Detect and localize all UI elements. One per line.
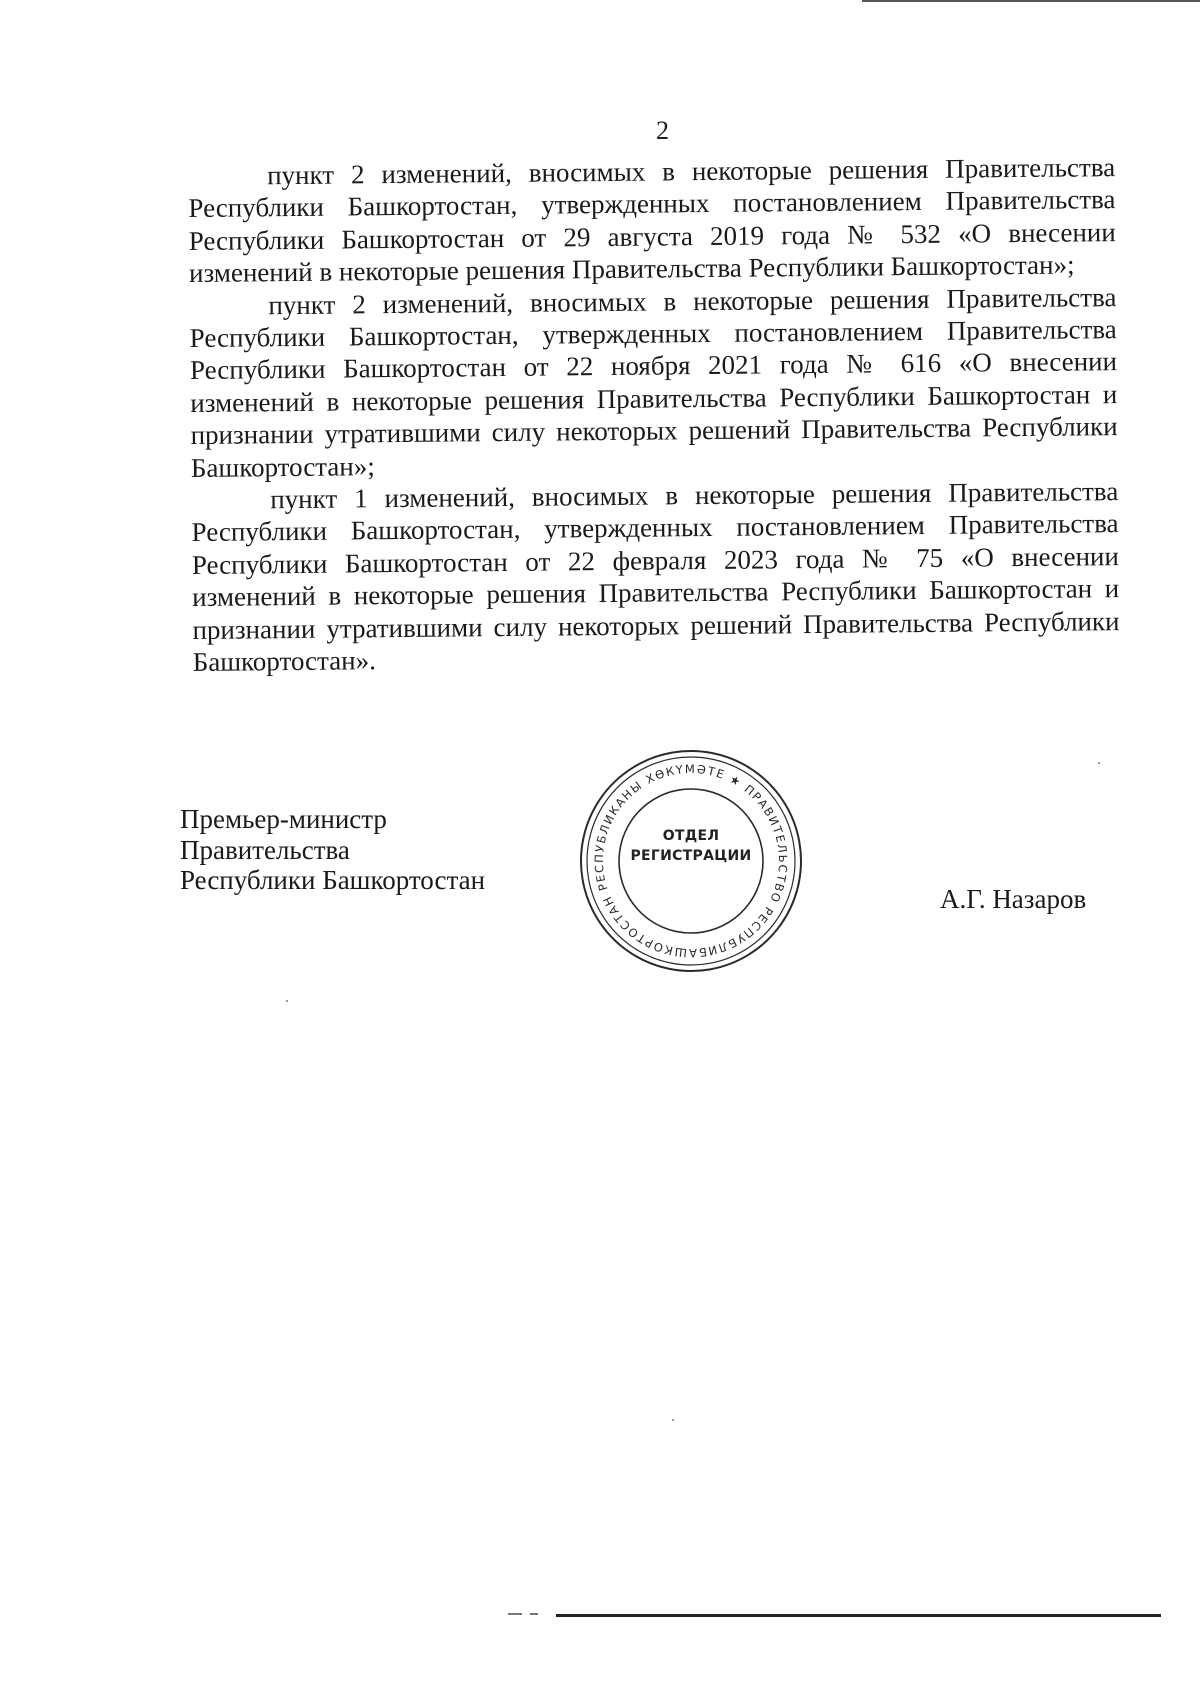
- stamp-center-line-1: ОТДЕЛ: [662, 828, 720, 844]
- scan-speck: [286, 1000, 288, 1002]
- signatory-position: [180, 804, 485, 896]
- stamp-center-text: [576, 826, 806, 866]
- paragraph-3: пункт 1 изменений, вносимых в некоторые решения Правительства Республики Башкортостан, утвержденных постановлением Правительства Республики Башкортостан от 22 февраля 2023 года № 75 «О внесении изменений в некоторые решения Правительства Республики Башкортостан и признании утратившими силу некоторых решений Правительства Республики Башкортостан».: [191, 476, 1120, 678]
- paragraph-1: пункт 2 изменений, вносимых в некоторые решения Правительства Республики Башкортостан, утвержденных постановлением Правительства Республики Башкортостан от 29 августа 2019 года № 532 «О внесении изменений в некоторые решения Правительства Республики Башкортостан»;: [188, 152, 1116, 289]
- stamp-outer-text: БАШКОРТОСТАН РЕСПУБЛИКАНЫ ХӨКҮМӘТЕ ★ ПРАВИТЕЛЬСТВО РЕСПУБЛИКИ: [591, 761, 791, 961]
- scan-speck: [1098, 762, 1100, 764]
- registration-stamp: [576, 746, 806, 976]
- signatory-position-line-2: Правительства: [180, 834, 350, 865]
- scan-edge-bottom: [556, 1614, 1161, 1617]
- signatory-position-line-1: Премьер-министр: [180, 804, 387, 834]
- scan-speck: [672, 1419, 674, 1421]
- document-body: [188, 151, 1120, 678]
- signatory-position-line-3: Республики Башкортостан: [180, 865, 486, 895]
- signatory-name: А.Г. Назаров: [940, 884, 1087, 914]
- scan-dash: [508, 1613, 522, 1615]
- page-number: 2: [656, 116, 669, 145]
- paragraph-2: пункт 2 изменений, вносимых в некоторые решения Правительства Республики Башкортостан, утвержденных постановлением Правительства Республики Башкортостан от 22 ноября 2021 года № 616 «О внесении изменений в некоторые решения Правительства Республики Башкортостан и признании утратившими силу некоторых решений Правительства Республики Башкортостан»;: [189, 281, 1118, 483]
- stamp-center-line-2: РЕГИСТРАЦИИ: [630, 848, 752, 864]
- scan-edge-top: [862, 0, 1200, 2]
- scan-dash: [530, 1613, 538, 1615]
